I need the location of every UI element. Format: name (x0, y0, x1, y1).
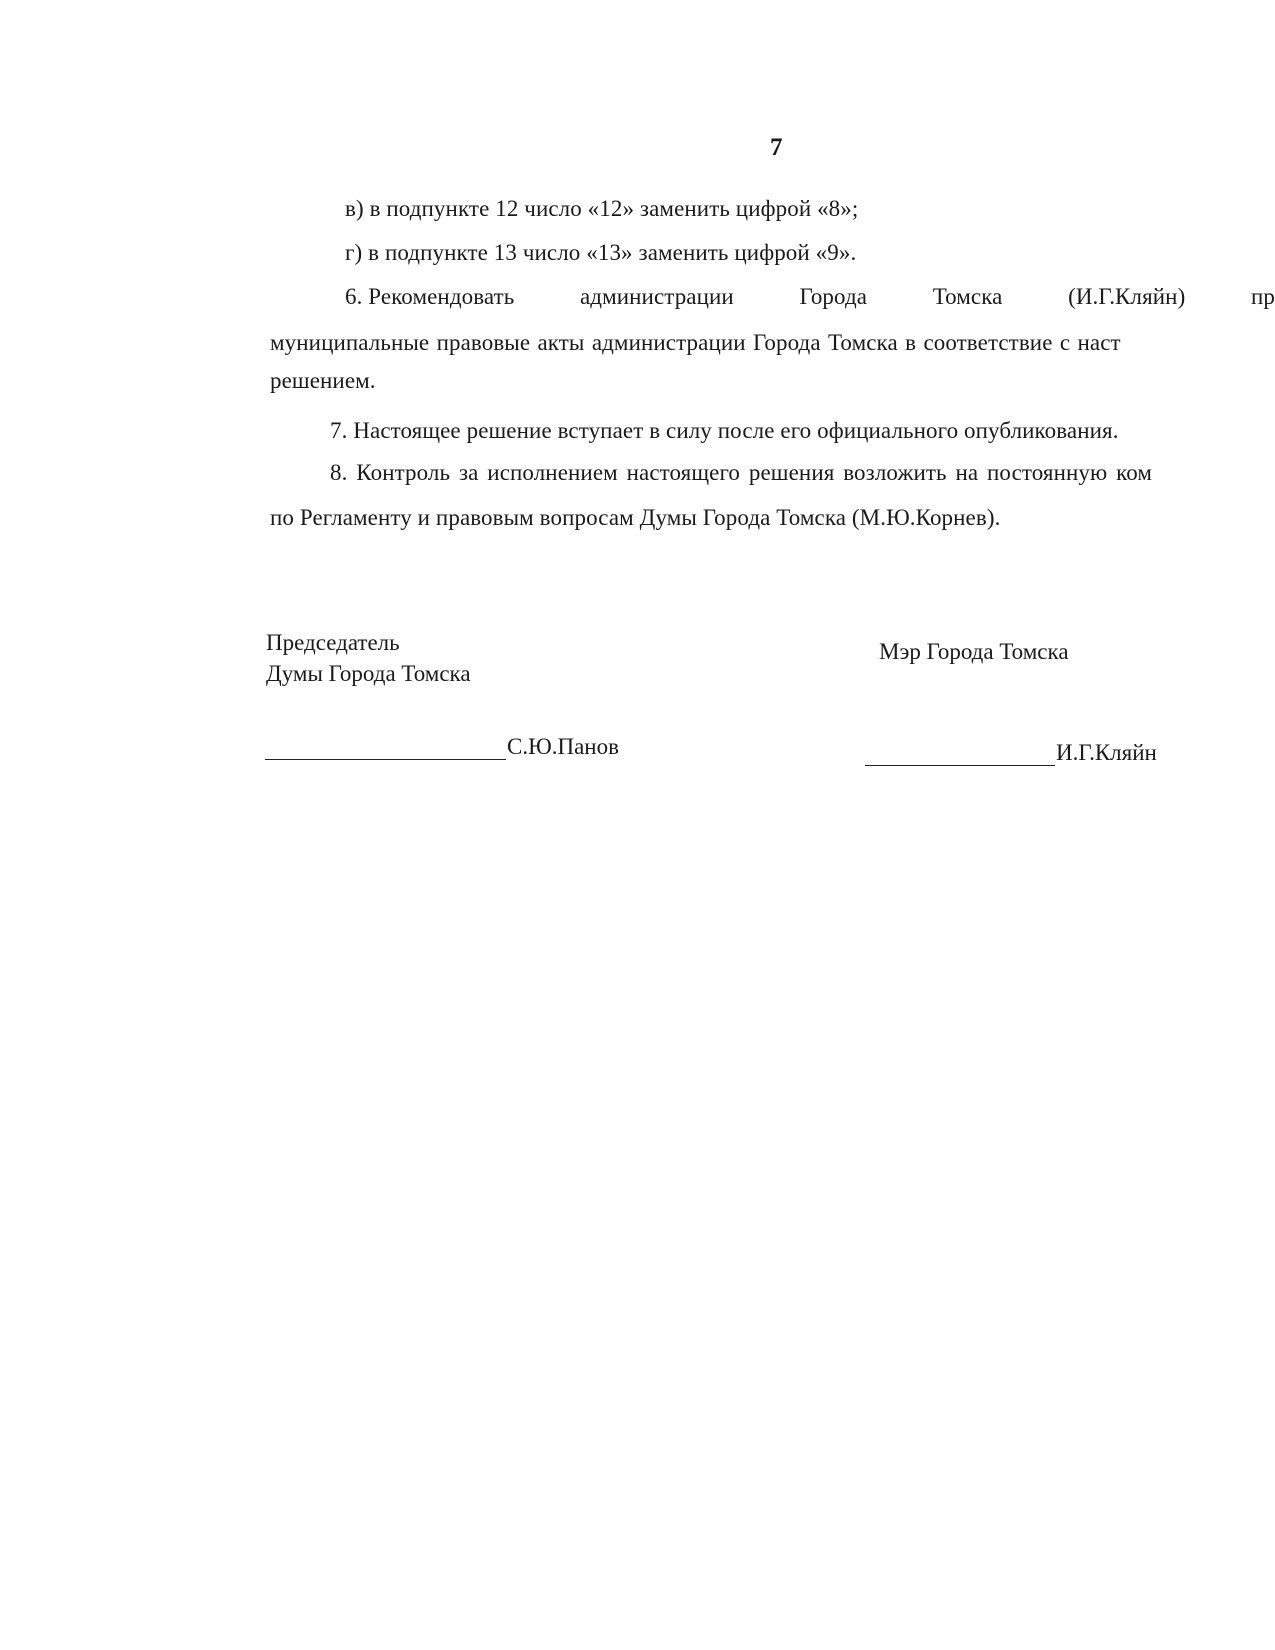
chairman-title-line-2: Думы Города Томска (266, 661, 471, 686)
item-6-word: 6. Рекомендовать (345, 284, 515, 309)
chairman-name: С.Ю.Панов (507, 734, 619, 759)
item-8-line-1: 8. Контроль за исполнением настоящего решения возложить на постоянную ком (330, 460, 1153, 485)
item-6-word: пр (1250, 284, 1275, 309)
chairman-signature-line (265, 759, 506, 760)
item-8-line-2: по Регламенту и правовым вопросам Думы Города Томска (М.Ю.Корнев). (270, 505, 1001, 530)
item-6-word: Города (799, 284, 868, 309)
chairman-title-line-1: Председатель (266, 630, 400, 655)
item-g: г) в подпункте 13 число «13» заменить цифрой «9». (345, 240, 857, 265)
mayor-signature-line (865, 765, 1055, 766)
item-6-line-2: муниципальные правовые акты администрации Города Томска в соответствие с наст (270, 330, 1121, 355)
mayor-title: Мэр Города Томска (879, 639, 1069, 664)
item-v: в) в подпункте 12 число «12» заменить цифрой «8»; (345, 196, 859, 221)
item-6-word: (И.Г.Кляйн) (1068, 284, 1186, 309)
item-6-line-3: решением. (270, 368, 376, 393)
page-number: 7 (770, 134, 783, 161)
item-6-word: администрации (579, 284, 734, 309)
item-6-line-1 (345, 284, 1275, 310)
mayor-name: И.Г.Кляйн (1056, 740, 1157, 765)
item-7: 7. Настоящее решение вступает в силу после его официального опубликования. (330, 418, 1119, 443)
chairman-title (266, 627, 471, 689)
item-6-word: Томска (932, 284, 1003, 309)
